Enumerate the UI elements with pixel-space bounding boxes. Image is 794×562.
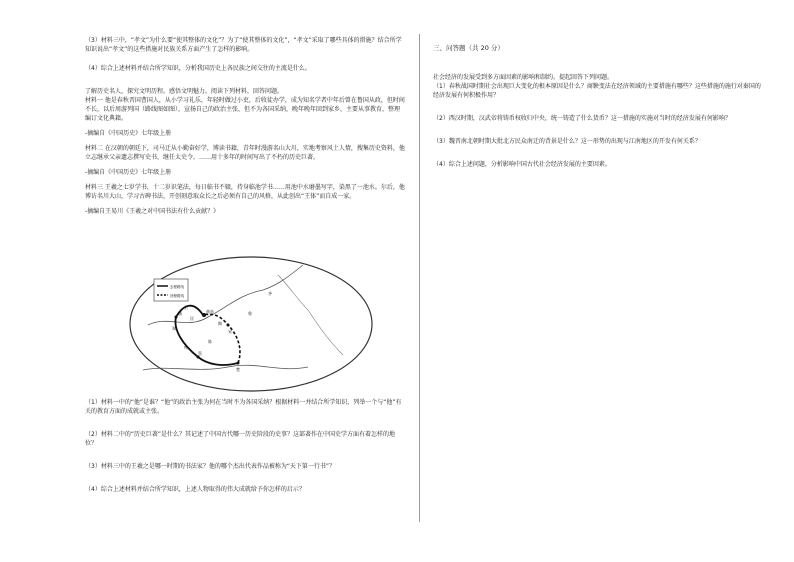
place-chen: 陈 <box>208 339 212 344</box>
material-2: 材料二 在汉朝的朝廷下，司马迁从小勤奋好学，博读书籍，青年时漫游名山大川，实地考察风土人情，搜集历史资料，他立志继承父亲遗志撰写史书，继任太史令。……用十多年的时间写出了不朽的历史巨著。 <box>85 145 405 161</box>
place-ye: 叶 <box>184 345 188 350</box>
legend-go-label: 去程路线 <box>170 285 184 289</box>
place-cai: 蔡 <box>198 351 202 356</box>
travel-route-map <box>128 255 374 393</box>
right-intro: 社会经济的发展受到多方面因素的影响和制约。提起回答下列问题。 <box>433 74 614 81</box>
marker-song <box>227 324 230 327</box>
question-4: （4）综合上述材料并结合所学知识，分析我国历史上各民族之间交往的主流是什么。 <box>85 65 311 72</box>
section-title: 三、问答题（共 20 分） <box>433 44 504 52</box>
map-svg <box>128 255 374 393</box>
map-frame <box>130 257 372 391</box>
place-song: 宋 <box>228 329 232 334</box>
left-sub-questions <box>85 398 405 494</box>
column-divider <box>419 34 420 522</box>
right-question-4: （4）综合上述问题，分析影响中国古代社会经济发展的主要因素。 <box>433 161 611 168</box>
right-question-3: （3）魏晋南北朝时期大批北方民众南迁的背景是什么？这一形势的出现与江南地区的开发有何关系？ <box>433 138 701 145</box>
material-2-source: -摘编自《中国历史》七年级上册 <box>85 169 172 176</box>
place-zheng: 郑 <box>172 326 176 331</box>
place-tao: 陶 <box>218 321 222 326</box>
left-column <box>85 36 405 216</box>
place-qufu: 曲阜 <box>206 309 214 314</box>
sub-question-1: （1）材料一中的“他”是谁？“他”的政治主张为何在当时不为各国采纳？根据材料一并结合所学知识，列举一个与“他”有关的教育方面的成就或主张。 <box>85 399 402 415</box>
place-chu: 楚 <box>236 367 240 372</box>
marker-qufu <box>202 313 206 317</box>
right-column <box>433 44 763 169</box>
marker-cai <box>197 356 200 359</box>
legend-back-label: 回程路线 <box>170 294 184 298</box>
marker-chu <box>237 362 240 365</box>
material-3-source: -摘编自王易川《王羲之对中国书法有什么贡献？》 <box>85 208 220 215</box>
sub-question-4: （4）综合上述材料并结合所学知识，上述人物取得的伟大成就给予你怎样的启示？ <box>85 486 305 493</box>
place-pu: 蒲 <box>178 311 182 316</box>
right-question-1: （1）春秋战国时期社会出现巨大变化的根本原因是什么？商鞅变法在经济领域的主要措施有哪些？这些措施的施行对秦国的经济发展有何积极作用？ <box>433 83 761 99</box>
place-kuang: 匡 <box>190 316 194 321</box>
material-3: 材料三 王羲之七岁学书，十二岁识笔法，每日临书不辍，持身临池学书……用池中水磨墨写字，染黑了一池水。尔后，他博访名川大山，学习古碑书法，开创刻意取众长之后必须有自己的风格，从此创出“王体”而自成一家。 <box>85 184 405 200</box>
place-wei: 卫 <box>184 305 188 310</box>
intro-text: 了解历史名人，探究文明历程。感悟文明魅力。阅读下列材料，回答问题。 <box>85 88 284 95</box>
sub-question-3: （3）材料三中的王羲之是哪一时期的书法家？他的哪个杰出代表作品被称为“天下第一行书”？ <box>85 463 336 470</box>
place-lu: 鲁 <box>248 311 252 316</box>
sub-question-2: （2）材料二中的“历史巨著”是什么？其记述了中国古代哪一历史阶段的史事？这部著作在中国史学方面有着怎样的地位？ <box>85 431 396 447</box>
marker-zheng <box>175 316 178 319</box>
question-3: （3）材料三中，“孝文”为什么要“使其整体的文化”？为了“使其整体的文化”，“孝文”采取了哪些具体的措施？结合所学知识说出“孝文”的这些措施对民族关系方面产生了怎样的影响。 <box>85 37 402 53</box>
place-qi: 齐 <box>268 291 272 296</box>
right-question-2: （2）西汉时期，汉武帝将铸币权收归中央，统一铸造了什么货币？这一措施的实施对当时的经济发展有何影响？ <box>433 115 731 122</box>
material-1: 材料一 他是春秋晋国曹国人，从小学习礼乐，年轻时做过小吏，后收徒办学，成为知名学者中年后曾在鲁国从政，但时间不长，以后周游列国（路线图如图），宣扬自己的政治主张，但不为各国采纳，晚年晚年回到家乡，主要从事教育，整理编订文化典籍。 <box>85 97 405 122</box>
material-1-source: -摘编自《中国历史》七年级上册 <box>85 130 172 137</box>
